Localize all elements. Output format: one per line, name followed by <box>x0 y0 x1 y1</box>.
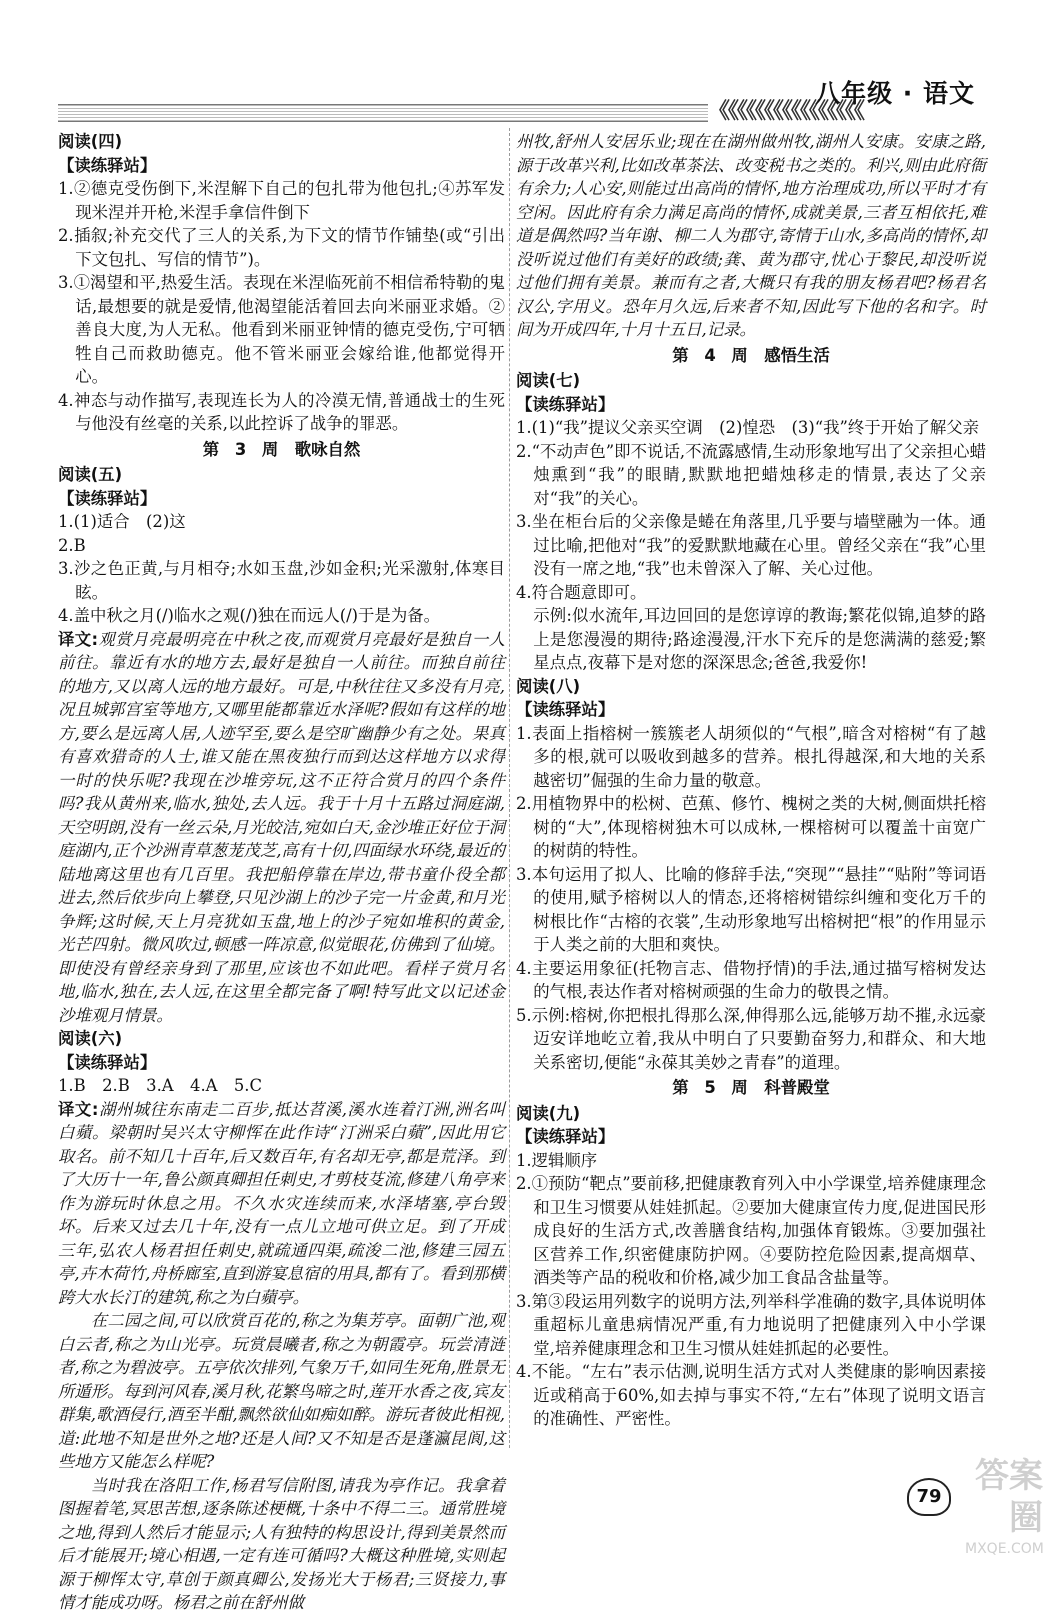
station-label: 【读练驿站】 <box>58 155 157 175</box>
answer-item: 2.B <box>58 535 86 555</box>
week5-title: 第 5 周 科普殿堂 <box>672 1078 830 1097</box>
answer-item: 4.符合题意即可。 <box>516 582 647 602</box>
translation-tag: 译文: <box>58 629 99 649</box>
station-label: 【读练驿站】 <box>516 1127 615 1146</box>
reading5-label: 阅读(五) <box>58 465 123 484</box>
answer-item: 1.逻辑顺序 <box>516 1150 598 1170</box>
watermark-main: 答案圈 <box>975 1456 1043 1538</box>
translation-tag: 译文: <box>58 1099 99 1119</box>
translation-text: 湖州城往东南走二百步,抵达苕溪,溪水连着汀洲,洲名叫白蘋。梁朝时吴兴太守柳恽在此作诗“汀洲采白蘋”,因此用它取名。前不知几十百年,后又数百年,有名却无亭,都是荒泽。到了大历十一年,鲁公颜真卿担任刺史,才剪枝芟流,修建八角亭来作为游玩时休息之用。不久水灾连续而来,水泽堵塞,亭台毁坏。后来又过去几十年,没有一点儿立地可供立足。到了开成三年,弘农人杨君担任刺史,就疏通四渠,疏浚二池,修建三园五亭,卉木荷竹,舟桥廊室,直到游宴息宿的用具,都有了。看到那横跨大水长汀的建筑,称之为白蘋亭。 <box>58 1099 505 1307</box>
station-label: 【读练驿站】 <box>516 700 615 719</box>
answer-item: 4.盖中秋之月(/)临水之观(/)独在而远人(/)于是为备。 <box>58 606 440 625</box>
translation-text: 观赏月亮最明亮在中秋之夜,而观赏月亮最好是独自一人前往。靠近有水的地方去,最好是独自一人前往。而独自前往的地方,又以离人远的地方最好。可是,中秋往往又多没有月亮,况且城郭宫室等地方,又哪里能都靠近水泽呢?假如有这样的地方,要么是远离人居,人迹罕至,要么是空旷幽静少有之处。果真有喜欢猎奇的人士,谁又能在黑夜独行而到达这样地方以求得一时的快乐呢?我现在沙堆旁玩,这不正符合赏月的四个条件吗?我从黄州来,临水,独处,去人远。我于十月十五路过洞庭湖,天空明朗,没有一丝云朵,月光皎洁,宛如白天,金沙堆正好位于洞庭湖内,正个沙洲青草葱茏茂芝,高有十仞,四面绿水环绕,最近的陆地离这里也有几百里。我把船停靠在岸边,带书童仆役全都进去,然后依步向上攀登,只见沙湖上的沙子完一片金黄,和月光争辉;这时候,天上月亮犹如玉盘,地上的沙子宛如堆积的黄金,光芒四射。微风吹过,顿感一阵凉意,似觉眼花,仿佛到了仙境。即使没有曾经亲身到了那里,应该也不如此吧。看样子赏月名地,临水,独在,去人远,在这里全都完备了啊!特写此文以记述金沙堆观月情景。 <box>58 629 505 1025</box>
example-answer: 示例:似水流年,耳边回回的是您谆谆的教诲;繁花似锦,追梦的路上是您漫漫的期待;路途漫漫,汗水下充斥的是您满满的慈爱;繁星点点,夜幕下是对您的深深思念;爸爸,我爱你! <box>533 606 986 672</box>
answer-item: 3.沙之色正黄,与月相夺;水如玉盘,沙如金积;光采激射,体寒目眩。 <box>58 559 505 602</box>
reading7-label: 阅读(七) <box>516 371 581 390</box>
answer-item: 2.用植物界中的松树、芭蕉、修竹、槐树之类的大树,侧面烘托榕树的“大”,体现榕树独木可以成林,一棵榕树可以覆盖十亩宽广的树荫的特性。 <box>516 794 986 860</box>
station-label: 【读练驿站】 <box>58 488 157 508</box>
reading8-label: 阅读(八) <box>516 676 581 696</box>
answer-item: 3.本句运用了拟人、比喻的修辞手法,“突现”“悬挂”“贴附”等词语的使用,赋予榕树以人的情态,还将榕树错综纠缠和变化万千的树根比作“古榕的衣裳”,生动形象地写出榕树把“根”的作用显示于人类之前的大胆和爽快。 <box>516 864 986 954</box>
answer-item: 4.主要运用象征(托物言志、借物抒情)的手法,通过描写榕树发达的气根,表达作者对榕树顽强的生命力的敬畏之情。 <box>516 958 986 1001</box>
answer-item: 4.神态与动作描写,表现连长为人的冷漠无情,普通战士的生死与他没有丝毫的关系,以此控诉了战争的罪恶。 <box>58 390 505 433</box>
left-column <box>58 130 505 1615</box>
grade-subject-title: 八年级 · 语文 <box>815 79 975 108</box>
answer-item: 1.(1)“我”提议父亲买空调 (2)惶恐 (3)“我”终于开始了解父亲 <box>516 418 980 437</box>
answer-item: 5.示例:榕树,你把根扎得那么深,伸得那么远,能够万劫不摧,永远豪迈安详地屹立着,我从中明白了只要勤奋努力,和群众、和大地关系密切,便能“永葆其美妙之青春”的道理。 <box>516 1005 986 1072</box>
answer-item: 2.①预防“靶点”要前移,把健康教育列入中小学课堂,培养健康理念和卫生习惯要从娃娃抓起。②要加大健康宣传力度,促进国民形成良好的生活方式,改善膳食结构,加强体育锻炼。③要加强社区营养工作,织密健康防护网。④要防控危险因素,提高烟草、酒类等产品的税收和价格,减少加工食品含盐量等。 <box>516 1174 986 1287</box>
week3-title: 第 3 周 歌咏自然 <box>202 439 361 459</box>
answer-item: 3.坐在柜台后的父亲像是蜷在角落里,几乎要与墙壁融为一体。通过比喻,把他对“我”的爱默默地藏在心里。曾经父亲在“我”心里没有一席之地,“我”也未曾深入了解、关心过他。 <box>516 512 986 578</box>
watermark-logo <box>965 1455 1047 1557</box>
column-divider <box>509 128 510 1448</box>
header-chevrons: 《《《《《《《《《《《《《《《《 <box>708 99 864 124</box>
translation-paragraph <box>58 628 505 1028</box>
answer-item: 2.“不动声色”即不说话,不流露感情,生动形象地写出了父亲担心蜡烛熏到“我”的眼睛,默默地把蜡烛移走的情景,表达了父亲对“我”的关心。 <box>516 441 986 508</box>
translation-paragraph <box>58 1098 505 1310</box>
page-header <box>0 0 1047 130</box>
translation-continuation: 州牧,舒州人安居乐业;现在在湖州做州牧,湖州人安康。安康之路,源于改革兴利,比如改革茶法、改变税书之类的。利兴,则由此府衙有余力;人心安,则能过出高尚的情怀,地方治理成功,所以平时才有空闲。因此府有余力满足高尚的情怀,成就美景,三者互相依托,难道是偶然吗?当年谢、柳二人为郡守,寄情于山水,多高尚的情怀,却没听说过他们有美好的政绩;龚、黄为郡守,忧心于黎民,却没听说过他们拥有美景。兼而有之者,大概只有我的朋友杨君吧?杨君名汉公,字用义。恐年月久远,后来者不知,因此写下他的名和字。时间为开成四年,十月十五日,记录。 <box>516 132 986 339</box>
station-label: 【读练驿站】 <box>58 1052 157 1072</box>
page-number: 79 <box>907 1478 951 1516</box>
answer-item: 4.不能。“左右”表示估测,说明生活方式对人类健康的影响因素接近或稍高于60%,如去掉与事实不符,“左右”体现了说明文语言的准确性、严密性。 <box>516 1362 986 1428</box>
translation-paragraph: 在二园之间,可以欣赏百花的,称之为集芳亭。面朝广池,观白云者,称之为山光亭。玩赏晨曦者,称之为朝霞亭。玩尝清涟者,称之为碧波亭。五亭依次排列,气象万千,如同生死角,胜景无所遁形。每到河风春,溪月秋,花繁鸟啼之时,莲开水香之夜,宾友群集,歌酒侵行,酒至半酣,飘然欲仙如痴如醉。游玩者彼此相视,道:此地不知是世外之地?还是人间?又不知是否是蓬瀛昆阆,这些地方又能怎么样呢? <box>58 1311 505 1471</box>
week4-title: 第 4 周 感悟生活 <box>672 345 830 365</box>
answer-item: 1.表面上指榕树一簇簇老人胡须似的“气根”,暗含对榕树“有了越多的根,就可以吸收到越多的营养。根扎得越深,和大地的关系越密切”倔强的生命力量的敬意。 <box>516 723 986 790</box>
header-rule <box>58 104 708 122</box>
answer-item: 2.插叙;补充交代了三人的关系,为下文的情节作铺垫(或“引出下文包扎、写信的情节”)。 <box>58 226 505 269</box>
right-column <box>516 130 986 1431</box>
answer-item: 3.①渴望和平,热爱生活。表现在米涅临死前不相信希特勒的鬼话,最想要的就是爱情,他渴望能活着回去向米丽亚求婚。②善良大度,为人无私。他看到米丽亚钟情的德克受伤,宁可牺牲自己而救助德克。他不管米丽亚会嫁给谁,他都觉得开心。 <box>58 273 506 386</box>
reading6-label: 阅读(六) <box>58 1029 123 1048</box>
reading9-label: 阅读(九) <box>516 1103 581 1123</box>
reading4-label: 阅读(四) <box>58 132 123 151</box>
choice-answers: 1.B 2.B 3.A 4.A 5.C <box>58 1076 263 1095</box>
answer-item: 1.(1)适合 (2)这 <box>58 512 186 531</box>
answer-item: 3.第③段运用列数字的说明方法,列举科学准确的数字,具体说明体重超标儿童患病情况严重,有力地说明了把健康列入中小学课堂,培养健康理念和卫生习惯从娃娃抓起的必要性。 <box>516 1291 986 1358</box>
translation-paragraph: 当时我在洛阳工作,杨君写信附图,请我为亭作记。我拿着图握着笔,冥思苦想,逐条陈述梗概,十条中不得二三。通常胜境之地,得到人然后才能显示;人有独特的构思设计,得到美景然而后才能展开;境心相遇,一定有连可循吗?大概这种胜境,实则起源于柳恽太守,草创于颜真卿公,发扬光大于杨君;三贤接力,事情才能成功呀。杨君之前在舒州做 <box>58 1475 505 1612</box>
station-label: 【读练驿站】 <box>516 394 615 414</box>
answer-item: 1.②德克受伤倒下,米涅解下自己的包扎带为他包扎;④苏军发现米涅并开枪,米涅手拿信件倒下 <box>58 179 505 222</box>
watermark-url: MXQE.COM <box>965 1541 1044 1557</box>
